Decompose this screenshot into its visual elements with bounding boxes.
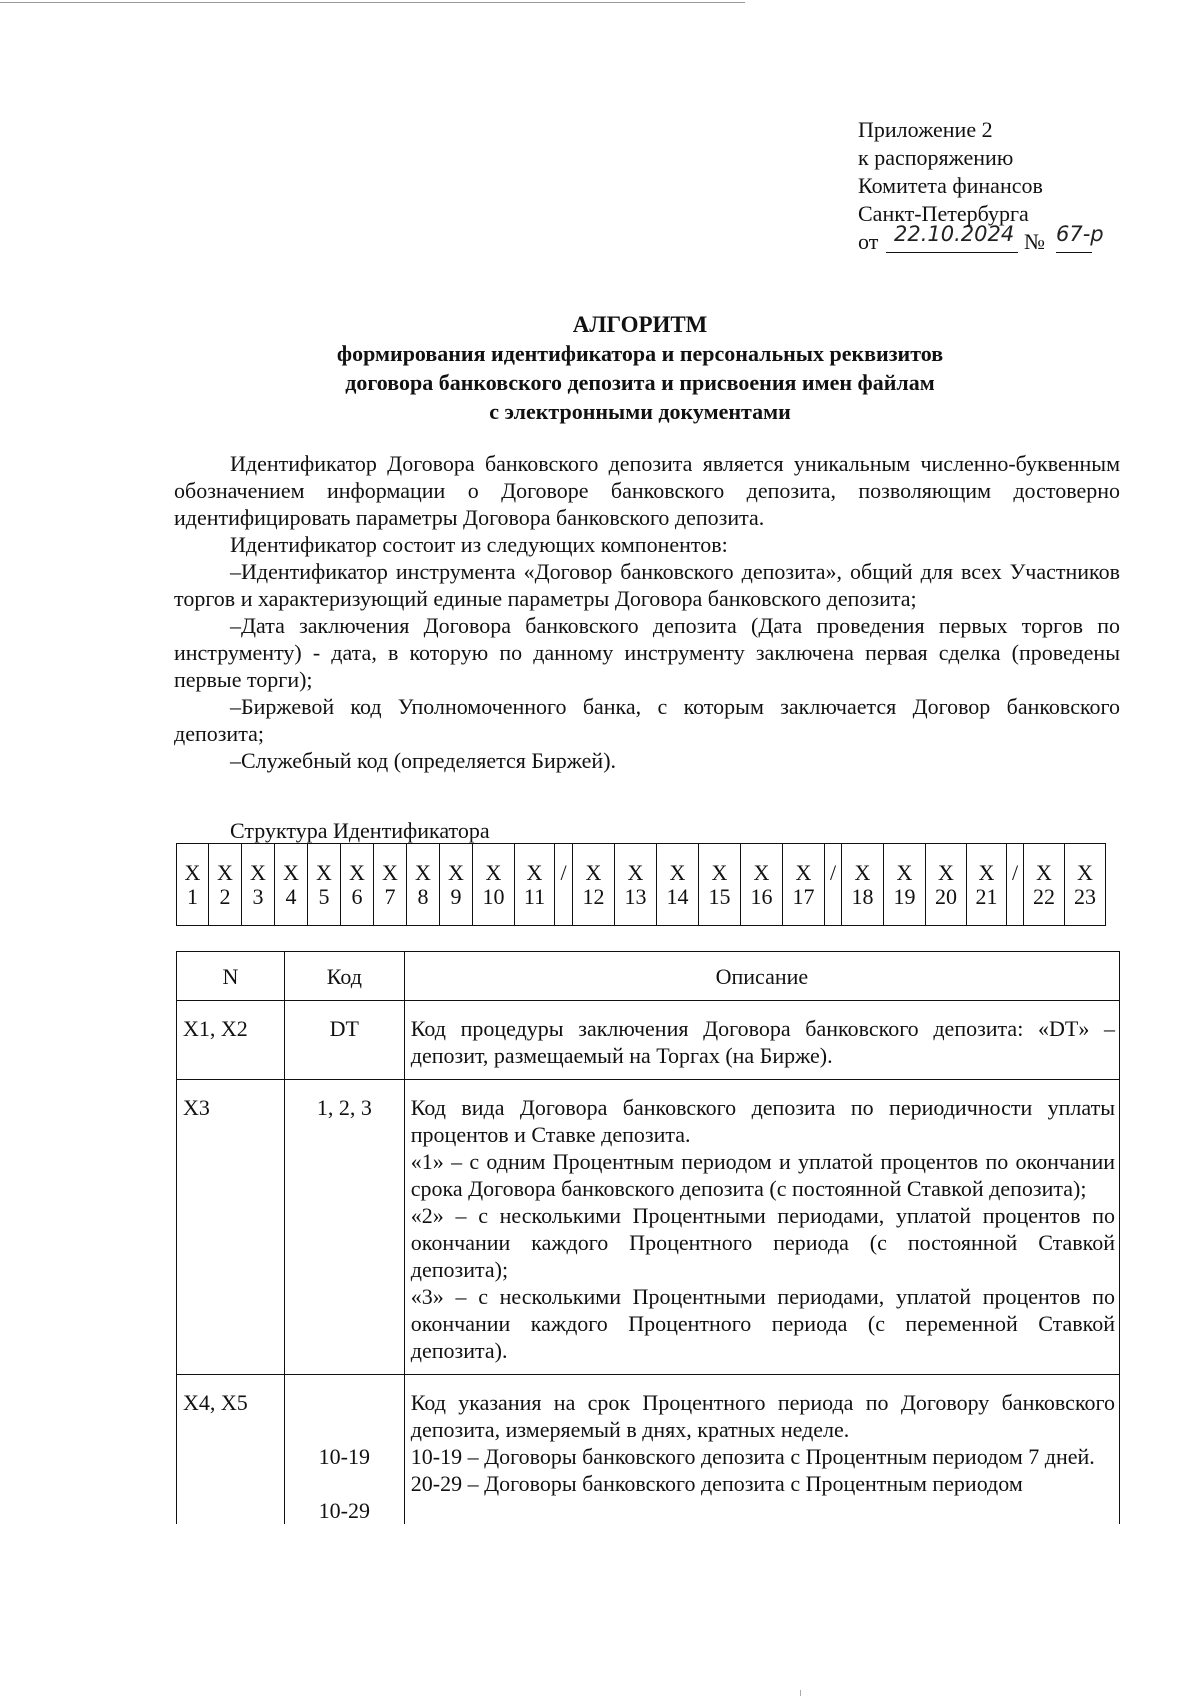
structure-cell [515, 844, 555, 926]
structure-cell [473, 844, 515, 926]
document-title [160, 310, 1120, 426]
body-text [174, 450, 1120, 774]
title-subtitle-3: с электронными документами [489, 399, 791, 424]
scan-mark [800, 1690, 801, 1696]
title-subtitle-2: договора банковского депозита и присвоения имен файлам [345, 370, 935, 395]
cell-number: 16 [750, 883, 773, 909]
cell-number: 18 [851, 883, 874, 909]
header-description: Описание [404, 952, 1119, 1001]
row-description: Код процедуры заключения Договора банковского депозита: «DT» – депозит, размещаемый на Торгах (на Бирже). [404, 1001, 1119, 1080]
paragraph-4: –Дата заключения Договора банковского депозита (Дата проведения первых торгов по инструменту) - дата, в которую по данному инструменту заключена первая сделка (проведены первые торги); [174, 613, 1120, 692]
cell-letter: X [627, 859, 644, 885]
cell-letter: X [217, 859, 233, 885]
handwritten-number: 67-р [1056, 222, 1104, 246]
structure-cell [341, 844, 374, 926]
structure-cell [884, 844, 926, 926]
title-main: АЛГОРИТМ [572, 312, 708, 337]
structure-cell [242, 844, 275, 926]
cell-number: 22 [1033, 883, 1055, 909]
structure-cell [741, 844, 783, 926]
cell-letter: X [349, 859, 365, 885]
number-underline [1056, 252, 1092, 253]
appendix-line-2: к распоряжению [858, 145, 1014, 170]
cell-letter: X [854, 859, 871, 885]
cell-letter: X [1077, 859, 1093, 885]
header-code: Код [284, 952, 404, 1001]
structure-label: Структура Идентификатора [230, 818, 490, 843]
row-n: X1, X2 [177, 1001, 285, 1080]
cell-letter: X [448, 859, 464, 885]
cell-letter: X [250, 859, 266, 885]
appendix-line-1: Приложение 2 [858, 117, 993, 142]
appendix-header [858, 116, 1178, 258]
cell-letter: X [415, 859, 431, 885]
code-range-b: 10-29 [318, 1498, 370, 1523]
description-item: 20-29 – Договоры банковского депозита с Процентным периодом [410, 1471, 1023, 1496]
scan-edge-line [0, 2, 745, 3]
paragraph-5: –Биржевой код Уполномоченного банка, с которым заключается Договор банковского депозита; [174, 694, 1120, 746]
row-n: X4, X5 [177, 1375, 285, 1525]
structure-cell [699, 844, 741, 926]
cell-number: 20 [935, 883, 957, 909]
structure-separator [555, 844, 573, 926]
cell-number: 4 [285, 883, 297, 909]
cell-number: 3 [252, 883, 264, 909]
paragraph-3: –Идентификатор инструмента «Договор банковского депозита», общий для всех Участников торгов и характеризующий единые параметры Договора банковского депозита; [174, 559, 1120, 611]
separator-slash: / [1011, 859, 1019, 885]
structure-cell [926, 844, 967, 926]
row-code: DT [284, 1001, 404, 1080]
structure-cell [407, 844, 440, 926]
paragraph-6: –Служебный код (определяется Биржей). [230, 748, 617, 773]
cell-letter: X [382, 859, 398, 885]
row-description [404, 1375, 1119, 1525]
row-code [284, 1375, 404, 1525]
description-intro: Код вида Договора банковского депозита по периодичности уплаты процентов и Ставке депозита. [410, 1095, 1115, 1147]
table-row [177, 1001, 1120, 1080]
structure-cell [209, 844, 242, 926]
structure-cell [374, 844, 407, 926]
paragraph-1: Идентификатор Договора банковского депозита является уникальным численно-буквенным обозначением информации о Договоре банковского депозита, позволяющим достоверно идентифицировать параметры Договора банковского депозита. [174, 451, 1120, 530]
structure-cell [842, 844, 884, 926]
cell-letter: X [316, 859, 332, 885]
structure-cell [783, 844, 825, 926]
title-subtitle-1: формирования идентификатора и персональных реквизитов [336, 341, 944, 366]
structure-cell [967, 844, 1007, 926]
date-underline [886, 252, 1018, 253]
cell-number: 13 [624, 883, 647, 909]
cell-number: 1 [187, 883, 198, 909]
cell-number: 15 [708, 883, 731, 909]
cell-letter: X [753, 859, 770, 885]
cell-letter: X [283, 859, 299, 885]
cell-number: 5 [318, 883, 330, 909]
cell-letter: X [711, 859, 728, 885]
appendix-date-row [858, 222, 1178, 258]
cell-number: 10 [482, 883, 505, 909]
structure-cell [1024, 844, 1065, 926]
header-n: N [177, 952, 285, 1001]
structure-cell [308, 844, 341, 926]
structure-cell [657, 844, 699, 926]
structure-cell [573, 844, 615, 926]
table-row [177, 1375, 1120, 1525]
identifier-structure-table [176, 843, 1106, 926]
separator-slash: / [829, 859, 837, 885]
cell-letter: X [896, 859, 913, 885]
cell-number: 2 [219, 883, 231, 909]
structure-separator [1007, 844, 1024, 926]
description-item: 10-19 – Договоры банковского депозита с Процентным периодом 7 дней. [410, 1444, 1095, 1469]
cell-number: 23 [1074, 883, 1096, 909]
description-intro: Код указания на срок Процентного периода по Договору банковского депозита, измеряемый в днях, кратных неделе. [410, 1390, 1115, 1442]
cell-letter: X [795, 859, 812, 885]
cell-number: 11 [523, 883, 546, 909]
cell-number: 21 [975, 883, 998, 909]
table-header-row [177, 952, 1120, 1001]
cell-letter: X [526, 859, 543, 885]
table-row [177, 1080, 1120, 1375]
structure-cell [440, 844, 473, 926]
description-item: «1» – с одним Процентным периодом и уплатой процентов по окончании срока Договора банковского депозита (с постоянной Ставкой депозита); [410, 1149, 1115, 1201]
paragraph-2: Идентификатор состоит из следующих компонентов: [230, 532, 728, 557]
cell-letter: X [938, 859, 954, 885]
appendix-line-3: Комитета финансов [858, 173, 1043, 198]
cell-letter: X [485, 859, 502, 885]
structure-cell [177, 844, 209, 926]
structure-separator [825, 844, 842, 926]
cell-number: 9 [450, 883, 462, 909]
cell-number: 8 [417, 883, 429, 909]
cell-letter: X [1036, 859, 1052, 885]
number-sign: № [1024, 229, 1045, 254]
cell-letter: X [978, 859, 995, 885]
structure-cell [275, 844, 308, 926]
description-item: «2» – с несколькими Процентными периодами, уплатой процентов по окончании каждого Процентного периода (с постоянной Ставкой депозита); [410, 1203, 1115, 1282]
description-item: «3» – с несколькими Процентными периодами, уплатой процентов по окончании каждого Процентного периода (с переменной Ставкой депозита). [410, 1284, 1115, 1363]
cell-letter: X [184, 859, 201, 885]
cell-letter: X [585, 859, 602, 885]
cell-number: 17 [792, 883, 815, 909]
cell-letter: X [669, 859, 686, 885]
cell-number: 14 [666, 883, 689, 909]
ot-label: от [858, 229, 879, 254]
code-range-a: 10-19 [318, 1444, 370, 1469]
row-code: 1, 2, 3 [284, 1080, 404, 1375]
structure-cell [615, 844, 657, 926]
structure-cell [1065, 844, 1106, 926]
components-table [176, 951, 1120, 1524]
handwritten-date: 22.10.2024 [894, 222, 1015, 246]
row-n: X3 [177, 1080, 285, 1375]
cell-number: 7 [384, 883, 396, 909]
cell-number: 19 [893, 883, 916, 909]
row-description [404, 1080, 1119, 1375]
cell-number: 6 [351, 883, 363, 909]
appendix-line-4: Санкт-Петербурга [858, 201, 1029, 226]
separator-slash: / [560, 859, 567, 885]
identifier-structure-row [177, 844, 1106, 926]
cell-number: 12 [582, 883, 605, 909]
